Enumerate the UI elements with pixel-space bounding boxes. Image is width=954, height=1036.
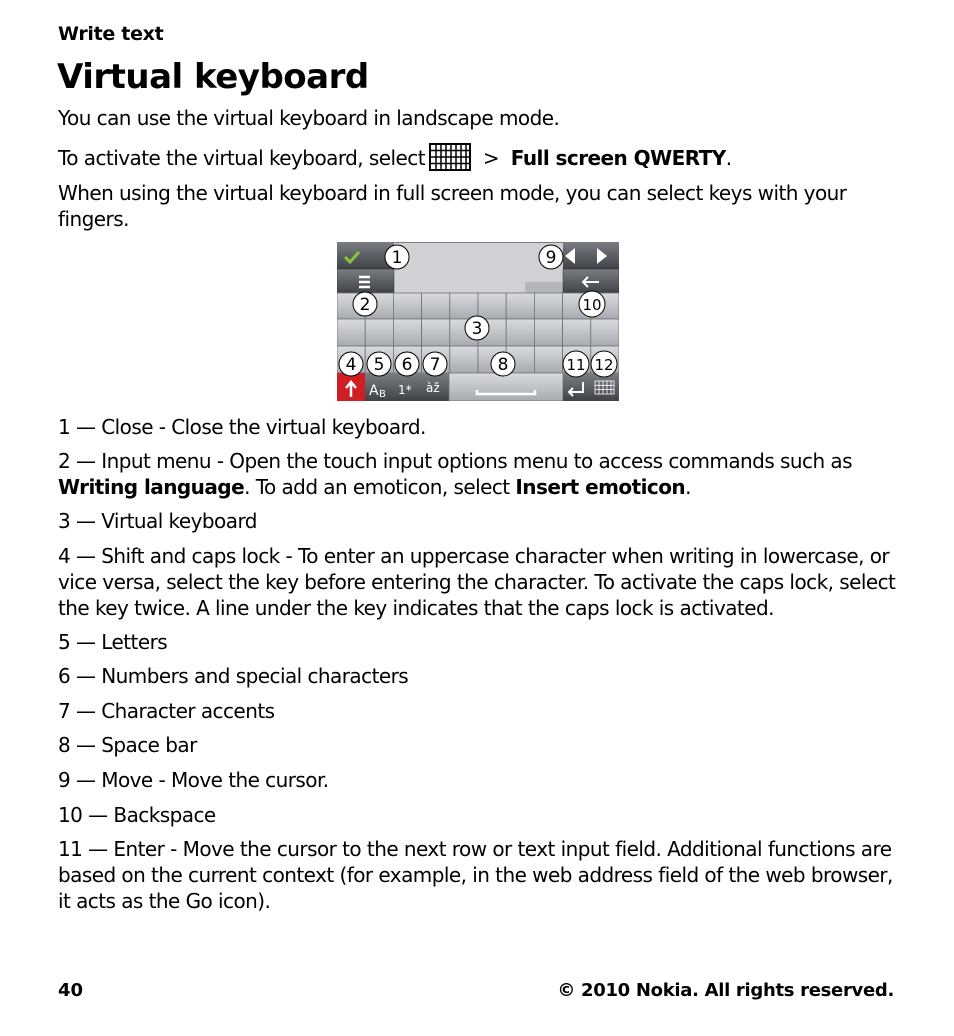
- svg-text:4: 4: [345, 355, 357, 375]
- finger-paragraph: When using the virtual keyboard in full screen mode, you can select keys with your fingers.: [58, 181, 847, 231]
- full-screen-qwerty-option: Full screen QWERTY: [510, 146, 726, 170]
- activation-text: To activate the virtual keyboard, select: [58, 146, 426, 170]
- callout-2: [353, 292, 377, 316]
- callout-12: [591, 351, 617, 377]
- callout-5: [367, 352, 391, 376]
- page-number: 40: [58, 980, 84, 1001]
- callout-11: [563, 351, 589, 377]
- svg-text:9: 9: [545, 248, 557, 268]
- legend-item-4: 4 — Shift and caps lock - To enter an uppercase character when writing in lowercase, or vice versa, select the key before entering the character. To activate the caps lock, select the key twice. A line under the key indicates that the caps lock is activated.: [58, 544, 896, 620]
- copyright: © 2010 Nokia. All rights reserved.: [557, 980, 894, 1001]
- legend-item-9: 9 — Move - Move the cursor.: [58, 768, 329, 792]
- page-title: Virtual keyboard: [57, 57, 369, 97]
- svg-text:10: 10: [582, 296, 602, 314]
- legend-item-8: 8 — Space bar: [58, 733, 197, 757]
- callout-8: [491, 352, 515, 376]
- keyboard-grid-icon: [429, 143, 471, 177]
- svg-text:6: 6: [401, 355, 413, 375]
- menu-separator: >: [482, 146, 500, 170]
- callout-4: [339, 352, 363, 376]
- svg-text:1: 1: [391, 248, 403, 268]
- callout-9: [539, 245, 563, 269]
- legend-item-1: 1 — Close - Close the virtual keyboard.: [58, 415, 426, 439]
- svg-text:12: 12: [594, 356, 614, 374]
- svg-text:5: 5: [373, 355, 385, 375]
- legend-item-6: 6 — Numbers and special characters: [58, 664, 409, 688]
- legend-item-3: 3 — Virtual keyboard: [58, 509, 257, 533]
- legend-item-5: 5 — Letters: [58, 630, 168, 654]
- callout-3: [465, 316, 489, 340]
- svg-text:8: 8: [497, 355, 509, 375]
- callout-1: [385, 245, 409, 269]
- case-key-label: A: [369, 383, 379, 399]
- virtual-keyboard-figure: [337, 242, 619, 401]
- legend-item-2: 2 — Input menu - Open the touch input options menu to access commands such as Writing language. To add an emoticon, select Insert emoticon.: [58, 449, 852, 499]
- intro-paragraph: You can use the virtual keyboard in landscape mode.: [58, 106, 560, 130]
- accents-key-label: àž: [426, 381, 440, 395]
- legend-item-10: 10 — Backspace: [58, 803, 216, 827]
- svg-text:3: 3: [471, 319, 483, 339]
- legend-item-7: 7 — Character accents: [58, 699, 275, 723]
- section-header: Write text: [58, 23, 164, 45]
- writing-language-option: Writing language: [58, 475, 245, 499]
- svg-text:11: 11: [566, 356, 586, 374]
- insert-emoticon-option: Insert emoticon: [515, 475, 686, 499]
- callout-7: [423, 352, 447, 376]
- legend-item-11: 11 — Enter - Move the cursor to the next row or text input field. Additional functions are based on the current context (for example, in the web address field of the web browser, it acts as the Go icon).: [58, 837, 893, 913]
- callout-10: [579, 291, 605, 317]
- svg-text:2: 2: [359, 295, 371, 315]
- case-key-small-label: B: [379, 389, 386, 400]
- svg-text:7: 7: [429, 355, 441, 375]
- period: .: [725, 146, 732, 170]
- callout-6: [395, 352, 419, 376]
- activation-paragraph: [58, 143, 898, 177]
- numbers-key-label: 1*: [398, 383, 412, 397]
